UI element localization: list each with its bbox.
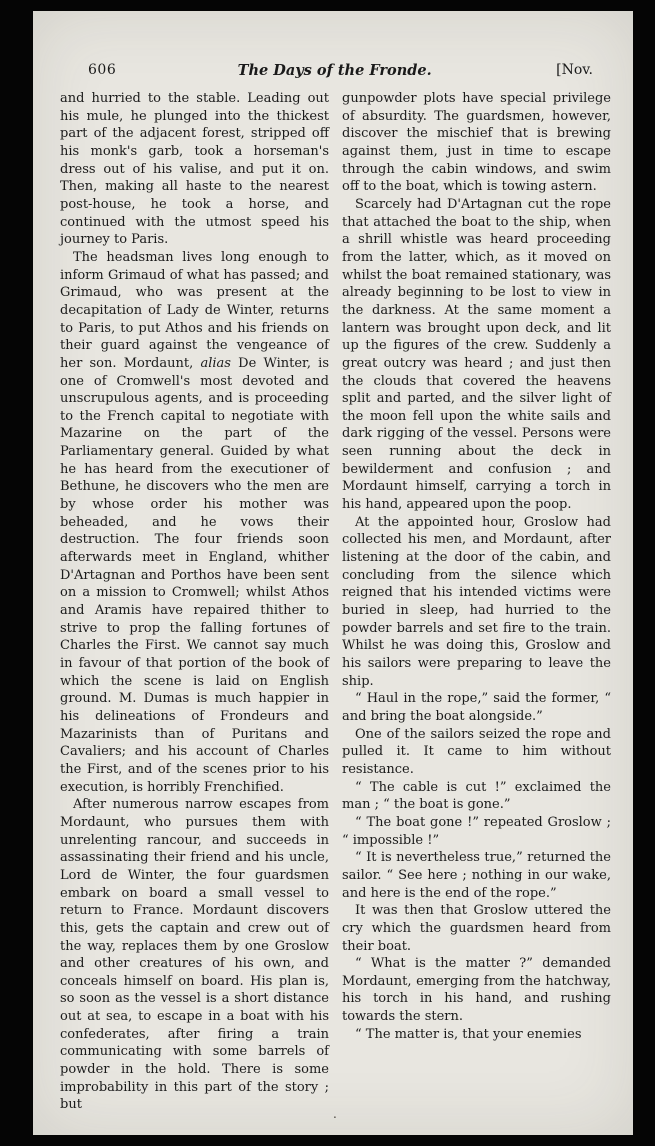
dialogue-paragraph: “ It is nevertheless true,” returned the sailor. “ See here ; nothing in our wake, and here is the end of the rope.” [342, 850, 611, 901]
paragraph: After numerous narrow escapes from Mordaunt, who pursues them with unrelenting rancour, and succeeds in assassinating their friend and his uncle, Lord de Winter, the four guardsmen embark on board a small vessel to return to France. Mordaunt discovers this, gets the captain and crew out of the way, replaces them by one Groslow and other creatures of his own, and conceals himself on board. His plan is, so soon as the vessel is a short distance out at sea, to escape in a boat with his confederates, after firing a train communicating with some barrels of powder in the hold. There is some improbability in this part of the story ; but [60, 797, 329, 1113]
dialogue-paragraph: “ The boat gone !” repeated Groslow ; “ impossible !” [342, 814, 611, 848]
text-columns [33, 90, 633, 1114]
right-column [342, 90, 611, 1114]
printers-mark: . [333, 1107, 337, 1121]
paragraph: One of the sailors seized the rope and pulled it. It came to him without resistance. [342, 726, 611, 777]
left-column [60, 90, 329, 1114]
paragraph-continuation: gunpowder plots have special privilege of absurdity. The guardsmen, however, discover the mischief that is brewing against them, just in time to escape through the cabin windows, and swim off to the boat, which is towing astern. [342, 91, 611, 195]
issue-month-label: [Nov. [556, 62, 593, 78]
paragraph: Scarcely had D'Artagnan cut the rope that attached the boat to the ship, when a shrill whistle was heard proceeding from the latter, which, as it moved on whilst the boat remained stationary, was already beginning to be lost to view in the darkness. At the same moment a lantern was brought upon deck, and lit up the figures of the crew. Suddenly a great outcry was heard ; and just then the clouds that covered the heavens split and parted, and the silver light of the moon fell upon the white sails and dark rigging of the vessel. Persons were seen running about the deck in bewilderment and confusion ; and Mordaunt himself, carrying a torch in his hand, appeared upon the poop. [342, 196, 611, 513]
paragraph-text: De Winter, is one of Cromwell's most devoted and unscrupulous agents, and is proceeding to the French capital to negotiate with Mazarine on the part of the Parliamentary general. Guided by what he has heard from the executioner of Bethune, he discovers who the men are by whose order his mother was beheaded, and he vows their destruction. The four friends soon afterwards meet in England, whither D'Artagnan and Porthos have been sent on a mission to Cromwell; whilst Athos and Aramis have repaired thither to strive to prop the falling fortunes of Charles the First. We cannot say much in favour of that portion of the book of which the scene is laid on English ground. M. Dumas is much happier in his delineations of Frondeurs and Mazarinists than of Puritans and Cavaliers; and his account of Charles the First, and of the scenes prior to his execution, is horribly Frenchified. [60, 355, 329, 795]
running-title: The Days of the Fronde. [237, 62, 432, 79]
dialogue-paragraph: “ The cable is cut !” exclaimed the man ; “ the boat is gone.” [342, 779, 611, 813]
italic-word: alias [200, 355, 231, 371]
paragraph: It was then that Groslow uttered the cry which the guardsmen heard from their boat. [342, 903, 611, 954]
paragraph-continuation: and hurried to the stable. Leading out his mule, he plunged into the thickest part of the adjacent forest, stripped off his monk's garb, took a horseman's dress out of his valise, and put it on. Then, making all haste to the nearest post-house, he took a horse, and continued with the utmost speed his journey to Paris. [60, 91, 329, 248]
paragraph-text: The headsman lives long enough to inform Grimaud of what has passed; and Grimaud, who was present at the decapitation of Lady de Winter, returns to Paris, to put Athos and his friends on their guard against the vengeance of her son. Mordaunt, [60, 249, 329, 371]
page-number: 606 [88, 62, 117, 78]
paragraph [60, 249, 329, 796]
dialogue-paragraph: “ Haul in the rope,” said the former, “ and bring the boat alongside.” [342, 691, 611, 724]
running-head [88, 62, 593, 81]
scanned-book-page [33, 11, 633, 1135]
paragraph: At the appointed hour, Groslow had collected his men, and Mordaunt, after listening at the door of the cabin, and concluding from the silence which reigned that his intended victims were buried in sleep, had hurried to the powder barrels and set fire to the train. Whilst he was doing this, Groslow and his sailors were preparing to leave the ship. [342, 514, 611, 689]
dialogue-paragraph: “ What is the matter ?” demanded Mordaunt, emerging from the hatchway, his torch in his hand, and rushing towards the stern. [342, 956, 611, 1025]
dialogue-paragraph: “ The matter is, that your enemies [355, 1026, 582, 1042]
